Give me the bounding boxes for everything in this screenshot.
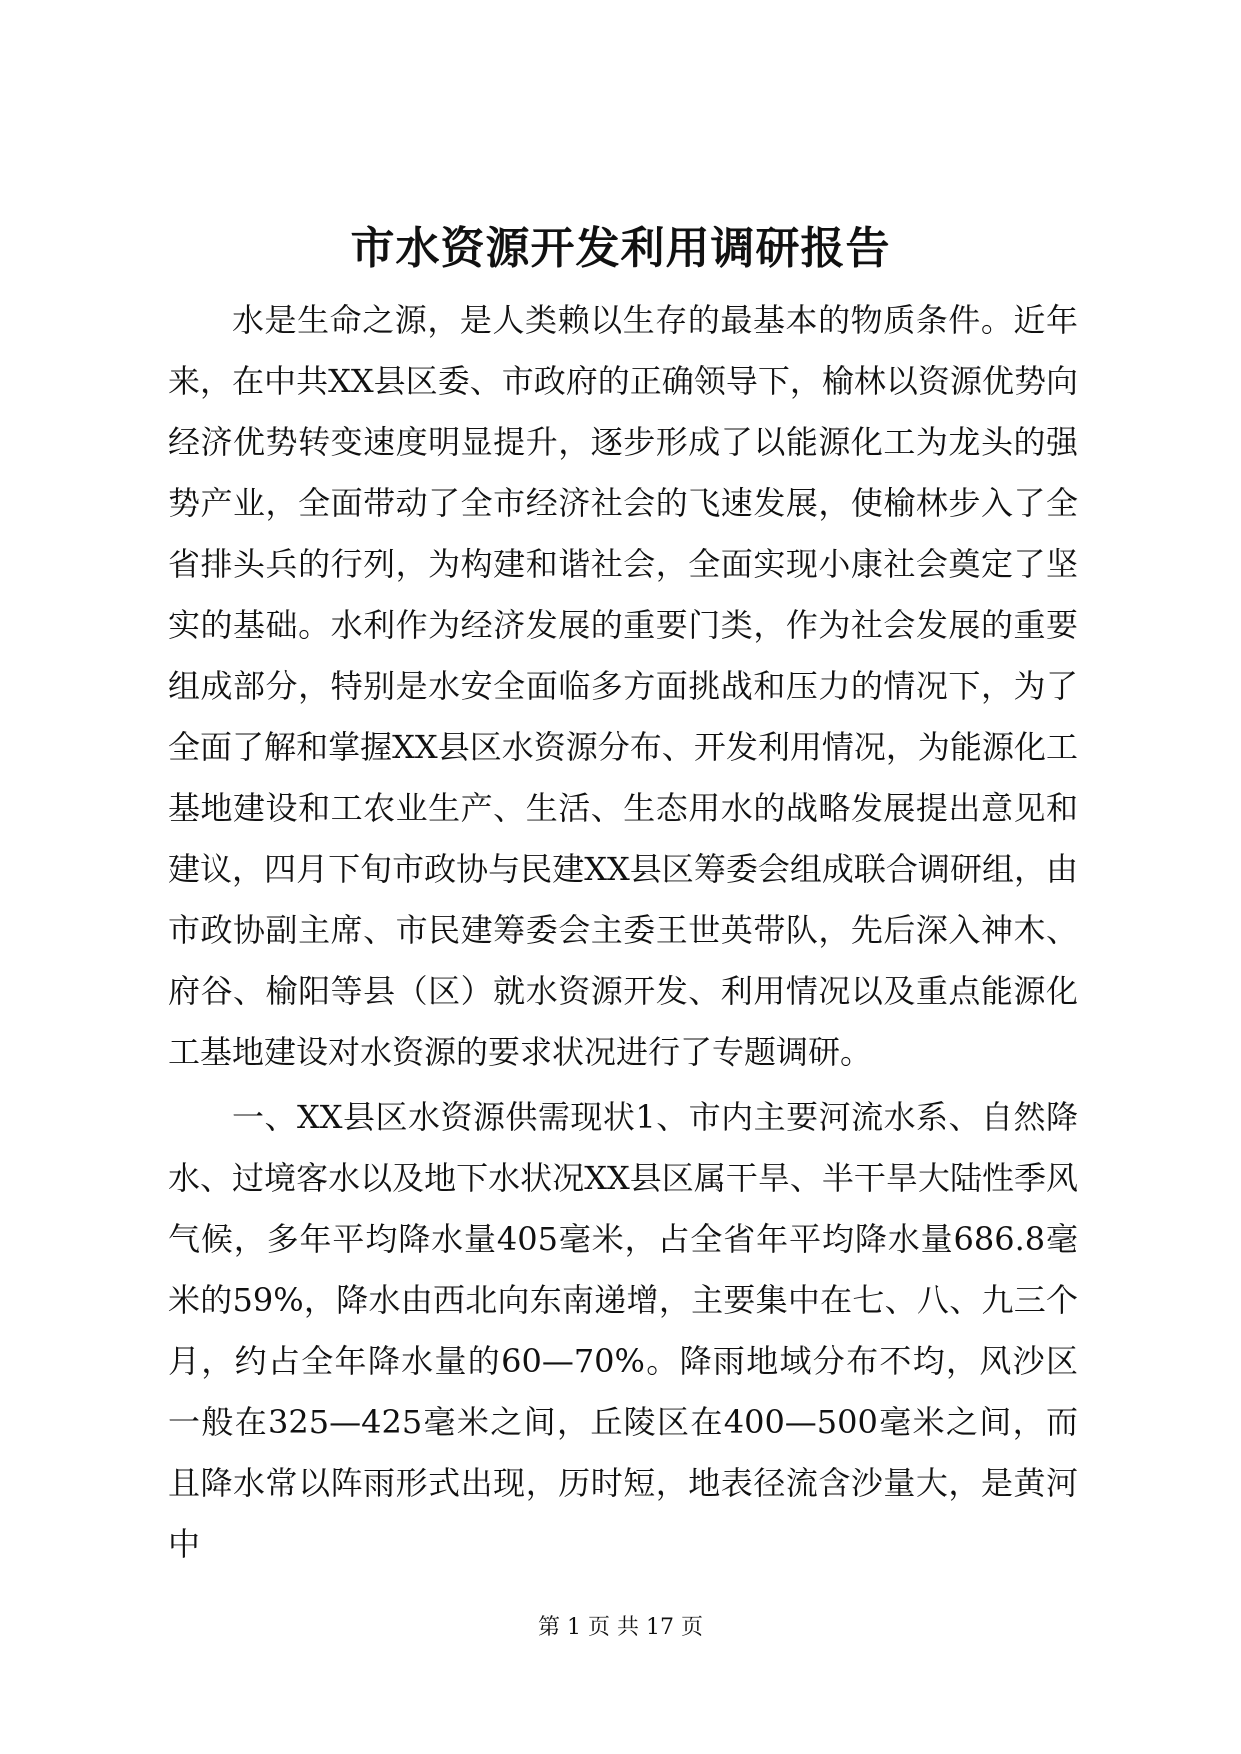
page-number-footer: 第 1 页 共 17 页: [538, 1615, 703, 1640]
document-body: [168, 290, 1078, 1575]
document-title: 市水资源开发利用调研报告: [350, 223, 891, 274]
paragraph-section-1: 一、XX县区水资源供需现状1、市内主要河流水系、自然降水、过境客水以及地下水状况XX县区属干旱、半干旱大陆性季风气候，多年平均降水量405毫米，占全省年平均降水量686.8毫米的59%，降水由西北向东南递增，主要集中在七、八、九三个月，约占全年降水量的60—70%。降雨地域分布不均，风沙区一般在325—425毫米之间，丘陵区在400—500毫米之间，而且降水常以阵雨形式出现，历时短，地表径流含沙量大，是黄河中: [168, 1098, 1078, 1563]
paragraph-intro: 水是生命之源，是人类赖以生存的最基本的物质条件。近年来，在中共XX县区委、市政府的正确领导下，榆林以资源优势向经济优势转变速度明显提升，逐步形成了以能源化工为龙头的强势产业，全面带动了全市经济社会的飞速发展，使榆林步入了全省排头兵的行列，为构建和谐社会，全面实现小康社会奠定了坚实的基础。水利作为经济发展的重要门类，作为社会发展的重要组成部分，特别是水安全面临多方面挑战和压力的情况下，为了全面了解和掌握XX县区水资源分布、开发利用情况，为能源化工基地建设和工农业生产、生活、生态用水的战略发展提出意见和建议，四月下旬市政协与民建XX县区筹委会组成联合调研组，由市政协副主席、市民建筹委会主委王世英带队，先后深入神木、府谷、榆阳等县（区）就水资源开发、利用情况以及重点能源化工基地建设对水资源的要求状况进行了专题调研。: [168, 301, 1078, 1071]
